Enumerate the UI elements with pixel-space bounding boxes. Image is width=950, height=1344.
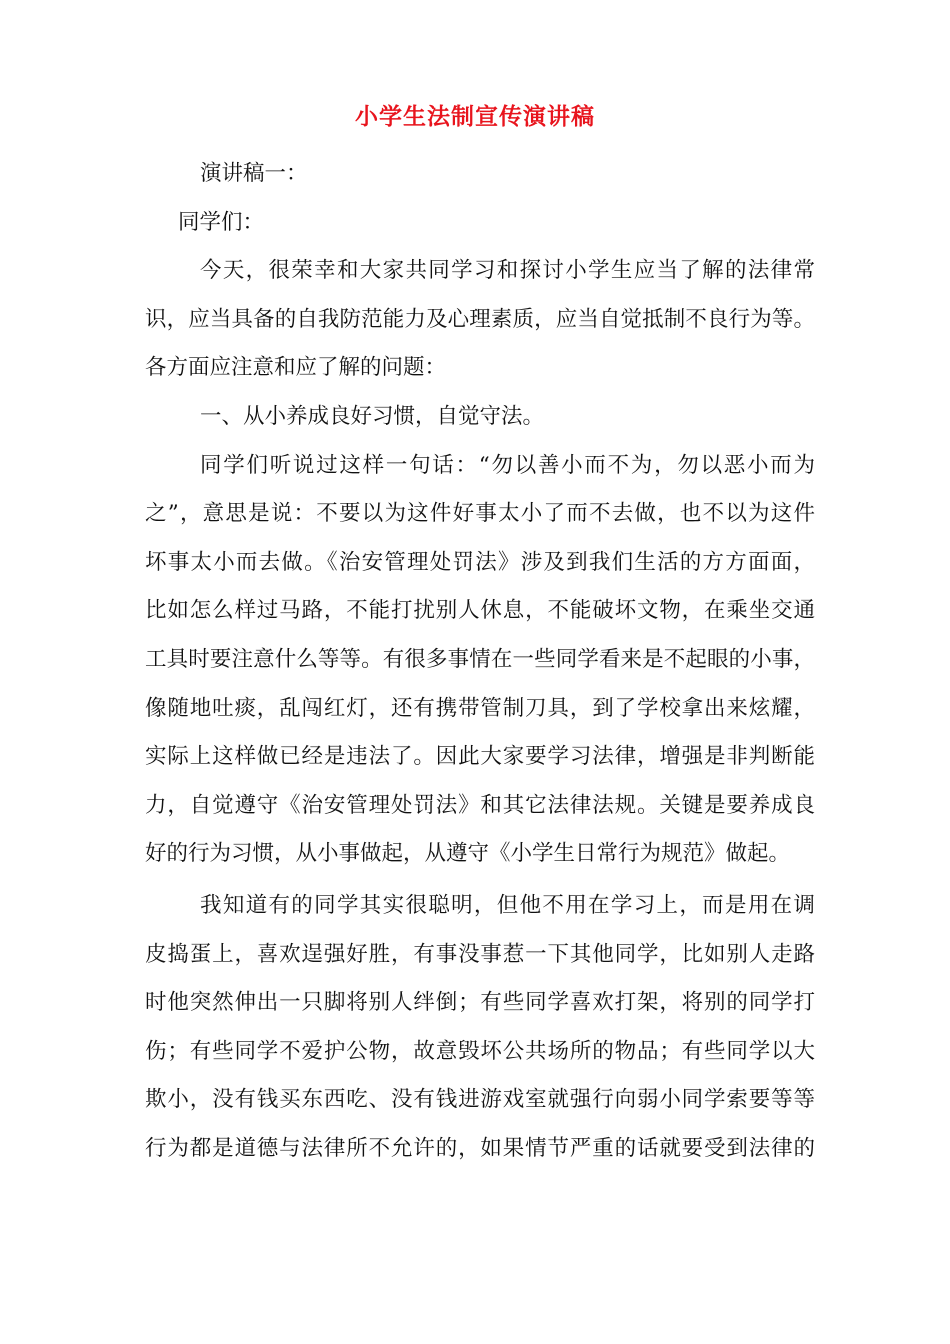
- paragraph-line: 好的行为习惯，从小事做起，从遵守《小学生日常行为规范》做起。: [145, 841, 791, 867]
- paragraph-line: 像随地吐痰，乱闯红灯，还有携带管制刀具，到了学校拿出来炫耀，: [145, 695, 815, 721]
- paragraph-line: 比如怎么样过马路，不能打扰别人休息，不能破坏文物，在乘坐交通: [145, 598, 815, 624]
- document-title: 小学生法制宣传演讲稿: [355, 103, 595, 130]
- paragraph-line: 同学们听说过这样一句话：“勿以善小而不为，勿以恶小而为: [200, 452, 815, 478]
- document-body: [145, 150, 815, 1173]
- paragraph-line: 力，自觉遵守《治安管理处罚法》和其它法律法规。关键是要养成良: [145, 792, 815, 818]
- paragraph-line: 识，应当具备的自我防范能力及心理素质，应当自觉抵制不良行为等。: [145, 306, 815, 332]
- paragraph-line: 行为都是道德与法律所不允许的，如果情节严重的话就要受到法律的: [145, 1135, 815, 1161]
- paragraph-line: 时他突然伸出一只脚将别人绊倒；有些同学喜欢打架，将别的同学打: [145, 990, 815, 1016]
- paragraph-line: 实际上这样做已经是违法了。因此大家要学习法律，增强是非判断能: [145, 744, 815, 770]
- text-line-speech-one: 演讲稿一：: [200, 161, 308, 186]
- paragraph-line: 今天，很荣幸和大家共同学习和探讨小学生应当了解的法律常: [200, 258, 815, 284]
- paragraph-line: 皮捣蛋上，喜欢逞强好胜，有事没事惹一下其他同学，比如别人走路: [145, 941, 815, 967]
- text-line-greeting: 同学们：: [178, 209, 265, 235]
- paragraph-line: 工具时要注意什么等等。有很多事情在一些同学看来是不起眼的小事，: [145, 646, 815, 672]
- paragraph-line: 我知道有的同学其实很聪明，但他不用在学习上，而是用在调: [200, 892, 815, 918]
- paragraph-line: 坏事太小而去做。《治安管理处罚法》涉及到我们生活的方方面面，: [145, 549, 815, 575]
- paragraph-line: 伤；有些同学不爱护公物，故意毁坏公共场所的物品；有些同学以大: [145, 1038, 815, 1064]
- paragraph-line: 之”，意思是说：不要以为这件好事太小了而不去做，也不以为这件: [145, 501, 815, 527]
- section-heading: 一、从小养成良好习惯，自觉守法。: [200, 403, 545, 429]
- paragraph-line: 欺小，没有钱买东西吃、没有钱进游戏室就强行向弱小同学索要等等: [145, 1087, 815, 1113]
- paragraph-line: 各方面应注意和应了解的问题：: [145, 355, 447, 381]
